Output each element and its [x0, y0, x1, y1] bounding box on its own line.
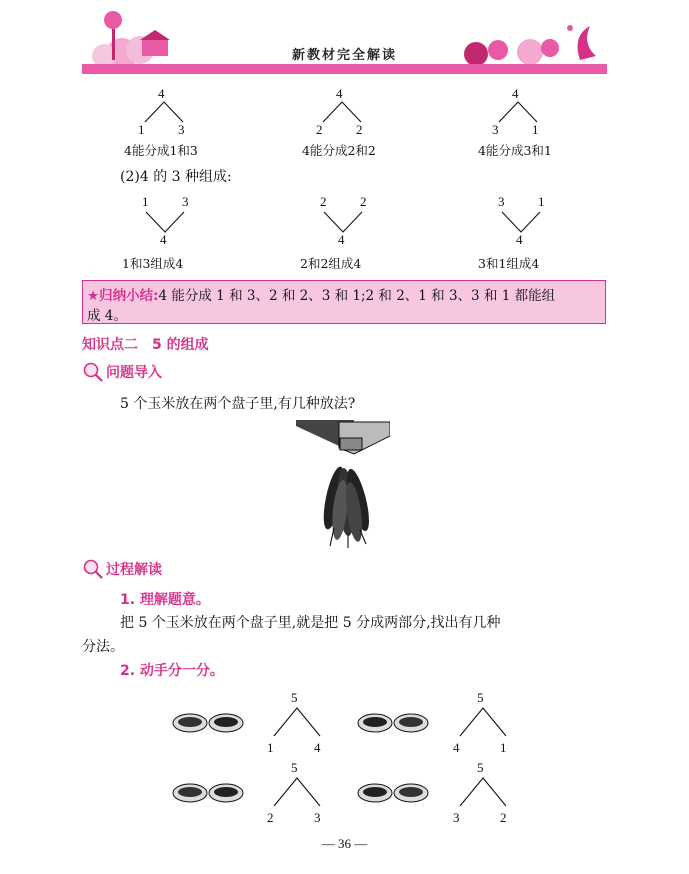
- tree-caption: 3和1组成4: [478, 256, 540, 271]
- tree-top-number: 5: [477, 760, 484, 775]
- tree-caption: 4能分成2和2: [302, 143, 376, 158]
- header-title: 新教材完全解读: [291, 48, 397, 63]
- five-tree: [448, 690, 518, 760]
- tree-right-number: 1: [532, 122, 539, 137]
- tree-left-number: 1: [267, 740, 274, 755]
- five-tree: [262, 690, 332, 760]
- summary-box: [82, 280, 606, 324]
- plates-row-1-left: [172, 712, 246, 734]
- tree-right-number: 1: [500, 740, 507, 755]
- tree-left-number: 1: [142, 194, 149, 209]
- summary-line-2: 成 4。: [87, 308, 127, 324]
- step-2-title: 2. 动手分一分。: [120, 663, 224, 679]
- plates-row-2-right: [357, 782, 431, 804]
- header-bar: [82, 64, 607, 74]
- page-number: — 36 —: [321, 836, 368, 851]
- tree-right-number: 4: [314, 740, 321, 755]
- compose-tree: [120, 194, 210, 270]
- tree-top-number: 5: [291, 690, 298, 705]
- step-1-title: 1. 理解题意。: [120, 592, 210, 608]
- five-tree: [262, 760, 332, 830]
- knowledge-point-title: 知识点二 5 的组成: [82, 337, 209, 353]
- header-decoration-right: [450, 16, 607, 66]
- question-intro-label: 问题导入: [106, 365, 162, 381]
- compose-heading: (2)4 的 3 种组成:: [120, 169, 232, 185]
- tree-left-number: 3: [498, 194, 505, 209]
- tree-top-number: 4: [512, 86, 519, 101]
- tree-caption: 4能分成1和3: [124, 143, 198, 158]
- tree-caption: 1和3组成4: [122, 256, 184, 271]
- tree-caption: 2和2组成4: [300, 256, 362, 271]
- tree-right-number: 3: [182, 194, 189, 209]
- tree-right-number: 1: [538, 194, 545, 209]
- step-1-text-line-1: 把 5 个玉米放在两个盘子里,就是把 5 分成两部分,找出有几种: [120, 615, 501, 631]
- summary-text: 4 能分成 1 和 3、2 和 2、3 和 1;2 和 2、1 和 3、3 和 1 都能组: [158, 288, 556, 304]
- question-text: 5 个玉米放在两个盘子里,有几种放法?: [120, 396, 356, 412]
- tree-right-number: 3: [314, 810, 321, 825]
- tree-bottom-number: 4: [338, 232, 345, 247]
- tree-bottom-number: 4: [516, 232, 523, 247]
- tree-top-number: 4: [336, 86, 343, 101]
- tree-left-number: 3: [492, 122, 499, 137]
- tree-top-number: 5: [291, 760, 298, 775]
- tree-left-number: 4: [453, 740, 460, 755]
- tree-top-number: 5: [477, 690, 484, 705]
- split-tree: [298, 86, 388, 158]
- tree-left-number: 2: [320, 194, 327, 209]
- header: [0, 0, 689, 80]
- tree-right-number: 3: [178, 122, 185, 137]
- summary-line-1: [87, 284, 555, 304]
- summary-label: ★归纳小结:: [87, 288, 159, 304]
- split-tree: [474, 86, 564, 158]
- tree-top-number: 4: [158, 86, 165, 101]
- tree-right-number: 2: [360, 194, 367, 209]
- magnifier-icon: [82, 558, 104, 580]
- five-tree: [448, 760, 518, 830]
- plates-row-1-right: [357, 712, 431, 734]
- tree-caption: 4能分成3和1: [478, 143, 552, 158]
- compose-tree: [298, 194, 388, 270]
- corn-illustration: [294, 418, 390, 550]
- magnifier-icon: [82, 361, 104, 383]
- tree-bottom-number: 4: [160, 232, 167, 247]
- compose-tree: [476, 194, 566, 270]
- plates-row-2-left: [172, 782, 246, 804]
- tree-right-number: 2: [356, 122, 363, 137]
- tree-right-number: 2: [500, 810, 507, 825]
- tree-left-number: 2: [316, 122, 323, 137]
- split-tree: [120, 86, 210, 158]
- process-label: 过程解读: [106, 562, 162, 578]
- tree-left-number: 1: [138, 122, 145, 137]
- tree-left-number: 3: [453, 810, 460, 825]
- step-1-text-line-2: 分法。: [82, 639, 124, 655]
- tree-left-number: 2: [267, 810, 274, 825]
